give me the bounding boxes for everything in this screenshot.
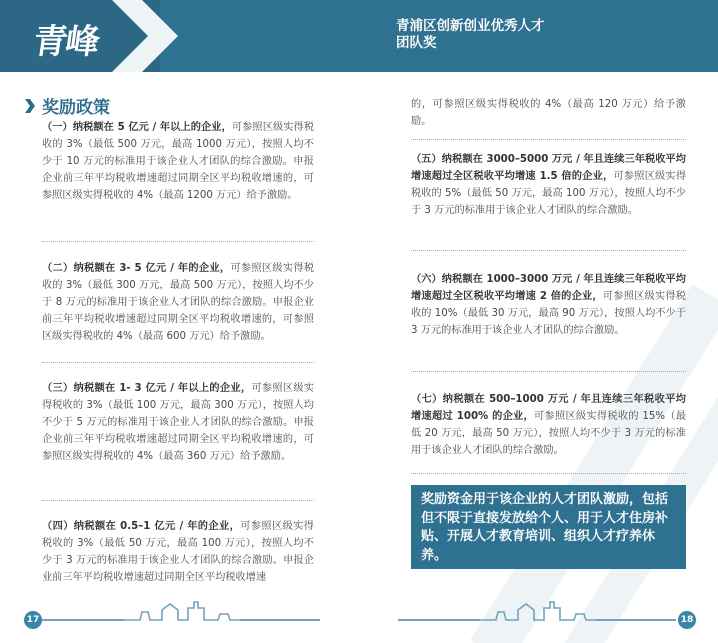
policy-body: 可参照区级实得税收的 3%（最低 50 万元，最高 100 万元），按照人均不少于 3 万元的标准用于该企业人才团队的综合激励。申报企业前三年平均税收增速超过同期全区平均税收增速: [42, 521, 314, 583]
policy-body: 可参照区级实得税收的 15%（最低 20 万元，最高 50 万元），按照人均不少于 3 万元的标准用于该企业人才团队的综合激励。: [411, 411, 686, 456]
policy-item: [411, 391, 686, 459]
chevron-right-icon: [24, 98, 36, 114]
skyline-icon: [122, 598, 242, 624]
policy-item-continued: 的，可参照区级实得税收的 4%（最高 120 万元）给予激励。: [411, 99, 686, 127]
policy-lead: （一）纳税额在 5 亿元 / 年以上的企业，: [42, 122, 232, 133]
policy-lead: （七）纳税额在 500–1000 万元 / 年且连续三年税收平均增速超过 100% 的企业，: [411, 394, 686, 422]
page-number-left: 17: [24, 611, 42, 629]
policy-lead: （三）纳税额在 1- 3 亿元 / 年以上的企业，: [42, 383, 252, 394]
policy-lead: （四）纳税额在 0.5–1 亿元 / 年的企业，: [42, 521, 241, 532]
divider: [411, 473, 686, 474]
footer-line-right: [398, 619, 480, 621]
divider: [42, 362, 314, 363]
policy-body: 可参照区级实得税收的 5%（最低 50 万元，最高 100 万元），按照人均不少于 3 万元的标准用于该企业人才团队的综合激励。: [411, 171, 687, 216]
footer-line-left: [38, 619, 124, 621]
policy-item: [42, 380, 314, 465]
divider: [411, 250, 686, 251]
header-title-line2: 团队奖: [396, 35, 437, 51]
policy-lead: （二）纳税额在 3- 5 亿元 / 年的企业，: [42, 263, 231, 274]
divider: [42, 500, 314, 501]
chevron-decoration-icon: [112, 0, 184, 72]
footer-line-left-2: [240, 619, 320, 621]
section-title: 奖励政策: [42, 98, 110, 118]
policy-body: 可参照区级实得税收的 3%（最低 100 万元，最高 300 万元），按照人均不少于 5 万元的标准用于该企业人才团队的综合激励。申报企业前三年平均税收增速超过同期全区平均税收增速的，可参照区级实得税收的 4%（最高 360 万元）给予激励。: [42, 383, 315, 462]
policy-item: [42, 518, 314, 586]
header-title-line1: 青浦区创新创业优秀人才: [396, 18, 545, 34]
section-heading: [24, 93, 110, 118]
policy-item: [42, 119, 314, 204]
header-title: [396, 18, 596, 52]
footer-line-right-2: [596, 619, 676, 621]
skyline-icon: [478, 598, 598, 624]
policy-body: 可参照区级实得税收的 3%（最低 300 万元，最高 500 万元），按照人均不少于 8 万元的标准用于该企业人才团队的综合激励。申报企业前三年平均税收增速超过同期全区平均税收增速的，可参照区级实得税收的 4%（最高 600 万元）给予激励。: [42, 263, 315, 342]
policy-body: 可参照区级实得税收的 10%（最低 30 万元，最高 90 万元），按照人均不少于 3 万元的标准用于该企业人才团队的综合激励。: [411, 291, 686, 336]
brand-logo: 青峰: [30, 22, 101, 62]
policy-item: [42, 260, 314, 345]
page-header: [0, 0, 718, 72]
policy-lead: （五）纳税额在 3000–5000 万元 / 年且连续三年税收平均增速超过全区税收平均增速 1.5 倍的企业，: [411, 154, 686, 182]
page-number-right: 18: [678, 611, 696, 629]
divider: [411, 139, 686, 140]
funding-callout: 奖励资金用于该企业的人才团队激励，包括但不限于直接发放给个人、用于人才住房补贴、开展人才教育培训、组织人才疗养休养。: [411, 485, 686, 569]
policy-body: 可参照区级实得税收的 3%（最低 500 万元，最高 1000 万元），按照人均不少于 10 万元的标准用于该企业人才团队的综合激励。申报企业前三年平均税收增速超过同期全区平均税收增速的，可参照区级实得税收的 4%（最高 1200 万元）给予激励。: [42, 122, 315, 201]
policy-lead: （六）纳税额在 1000–3000 万元 / 年且连续三年税收平均增速超过全区税收平均增速 2 倍的企业，: [411, 274, 686, 302]
divider: [411, 371, 686, 372]
divider: [42, 241, 314, 242]
policy-item: [411, 271, 686, 339]
policy-item: [411, 151, 686, 219]
